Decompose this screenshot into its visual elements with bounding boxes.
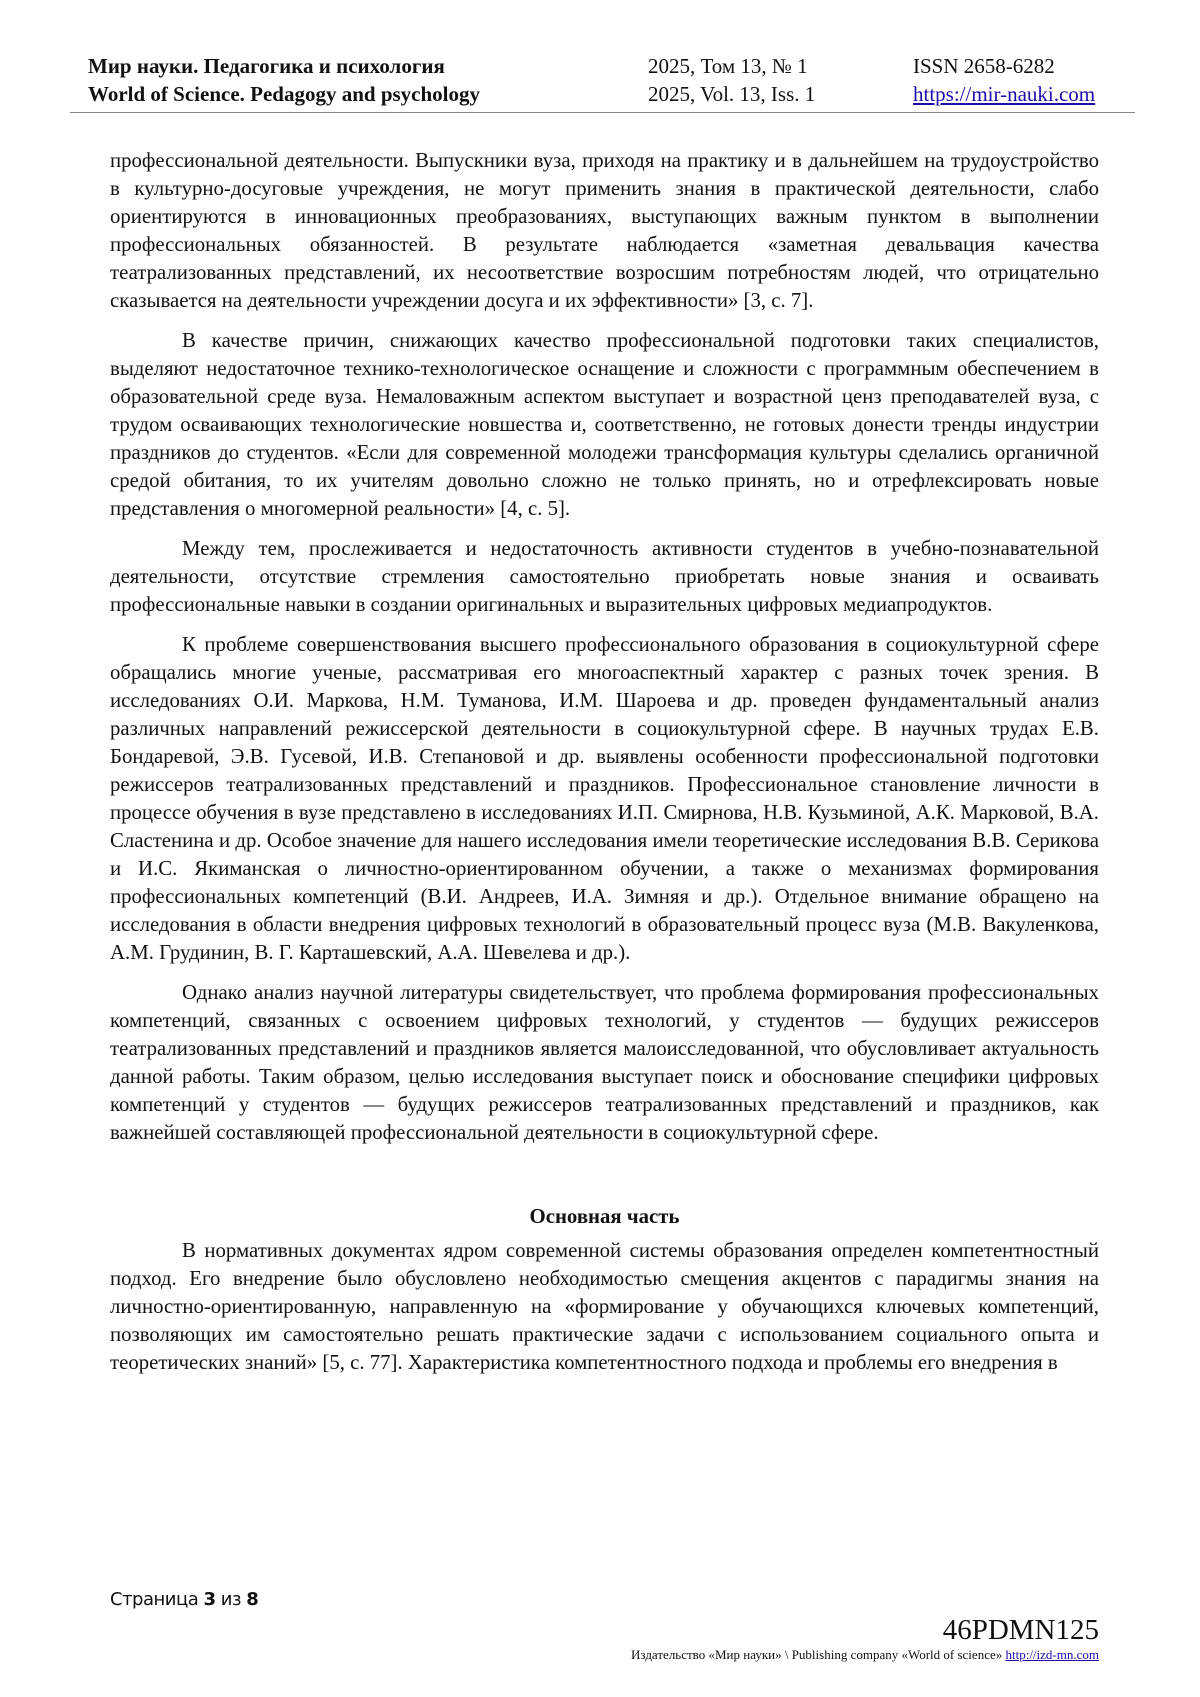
- journal-title-en: World of Science. Pedagogy and psychology: [88, 82, 481, 106]
- issn: ISSN 2658-6282: [913, 54, 1055, 78]
- publisher-name: Издательство «Мир науки» \ Publishing company «World of science»: [631, 1647, 1003, 1662]
- page-prefix: Страница: [110, 1589, 199, 1610]
- page-current: 3: [203, 1589, 216, 1610]
- journal-title-ru: Мир науки. Педагогика и психология: [88, 54, 445, 78]
- publisher-link[interactable]: http://izd-mn.com: [1005, 1647, 1099, 1662]
- issue-ru: 2025, Том 13, № 1: [648, 54, 808, 78]
- journal-link[interactable]: https://mir-nauki.com: [913, 82, 1096, 106]
- paragraph: профессиональной деятельности. Выпускники вуза, приходя на практику и в дальнейшем на трудоустройство в культурно-досуговые учреждения, не могут применить знания в практической деятельности, слабо ориентируются в инновационных преобразованиях, выступающих важным пунктом в выполнении профессиональных обязанностей. В результате наблюдается «заметная девальвация качества театрализованных представлений, их несоответствие возросшим потребностям людей, что отрицательно сказывается на деятельности учреждении досуга и их эффективности» [3, с. 7].: [110, 149, 1099, 312]
- paragraph: В качестве причин, снижающих качество профессиональной подготовки таких специалистов, выделяют недостаточное технико-технологическое оснащение и сложности с программным обеспечением в образовательной среде вуза. Немаловажным аспектом выступает и возрастной ценз преподавателей вуза, с трудом осваивающих технологические новшества и, соответственно, не готовых донести тренды индустрии праздников до студентов. «Если для современной молодежи трансформация культуры сделались органичной средой обитания, то их учителям довольно сложно не только принять, но и отрефлексировать новые представления о многомерной реальности» [4, с. 5].: [110, 329, 1099, 520]
- page-total: 8: [246, 1589, 259, 1610]
- paragraph: К проблеме совершенствования высшего профессионального образования в социокультурной сфере обращались многие ученые, рассматривая его многоаспектный характер с разных точек зрения. В исследованиях О.И. Маркова, Н.М. Туманова, И.М. Шароева и др. проведен фундаментальный анализ различных направлений режиссерской деятельности в социокультурной сфере. В научных трудах Е.В. Бондаревой, Э.В. Гусевой, И.В. Степановой и др. выявлены особенности профессиональной подготовки режиссеров театрализованных представлений и праздников. Профессиональное становление личности в процессе обучения в вузе представлено в исследованиях И.П. Смирнова, Н.В. Кузьминой, А.К. Марковой, В.А. Сластенина и др. Особое значение для нашего исследования имели теоретические исследования В.В. Серикова и И.С. Якиманская о личностно-ориентированном обучении, а также о механизмах формирования профессиональных компетенций (В.И. Андреев, И.А. Зимняя и др.). Отдельное внимание обращено на исследования в области внедрения цифровых технологий в образовательный процесс вуза (М.В. Вакуленкова, А.М. Грудинин, В. Г. Карташевский, А.А. Шевелева и др.).: [110, 633, 1099, 964]
- header-divider: [70, 112, 1135, 113]
- paragraph: Однако анализ научной литературы свидетельствует, что проблема формирования профессиональных компетенций, связанных с освоением цифровых технологий, у студентов — будущих режиссеров театрализованных представлений и праздников является малоисследованной, что обусловливает актуальность данной работы. Таким образом, целью исследования выступает поиск и обоснование специфики цифровых компетенций у студентов — будущих режиссеров театрализованных представлений и праздников, как важнейшей составляющей профессиональной деятельности в социокультурной сфере.: [110, 981, 1099, 1144]
- paragraph: В нормативных документах ядром современной системы образования определен компетентностный подход. Его внедрение было обусловлено необходимостью смещения акцентов с парадигмы знания на личностно-ориентированную, направленную на «формирование у обучающихся ключевых компетенций, позволяющих им самостоятельно решать практические задачи с использованием социального опыта и теоретических знаний» [5, с. 77]. Характеристика компетентностного подхода и проблемы его внедрения в: [110, 1239, 1099, 1374]
- article-code: 46PDMN125: [942, 1614, 1099, 1646]
- page-number: [110, 1589, 258, 1610]
- publisher-line: [631, 1647, 1099, 1663]
- paragraph: Между тем, прослеживается и недостаточность активности студентов в учебно-познавательной деятельности, отсутствие стремления самостоятельно приобретать новые знания и осваивать профессиональные навыки в создании оригинальных и выразительных цифровых медиапродуктов.: [110, 537, 1099, 616]
- page-header: [88, 52, 1123, 108]
- section-heading: Основная часть: [529, 1205, 680, 1228]
- page-of: из: [220, 1589, 242, 1610]
- issue-en: 2025, Vol. 13, Iss. 1: [648, 82, 816, 106]
- article-body: [110, 147, 1099, 1389]
